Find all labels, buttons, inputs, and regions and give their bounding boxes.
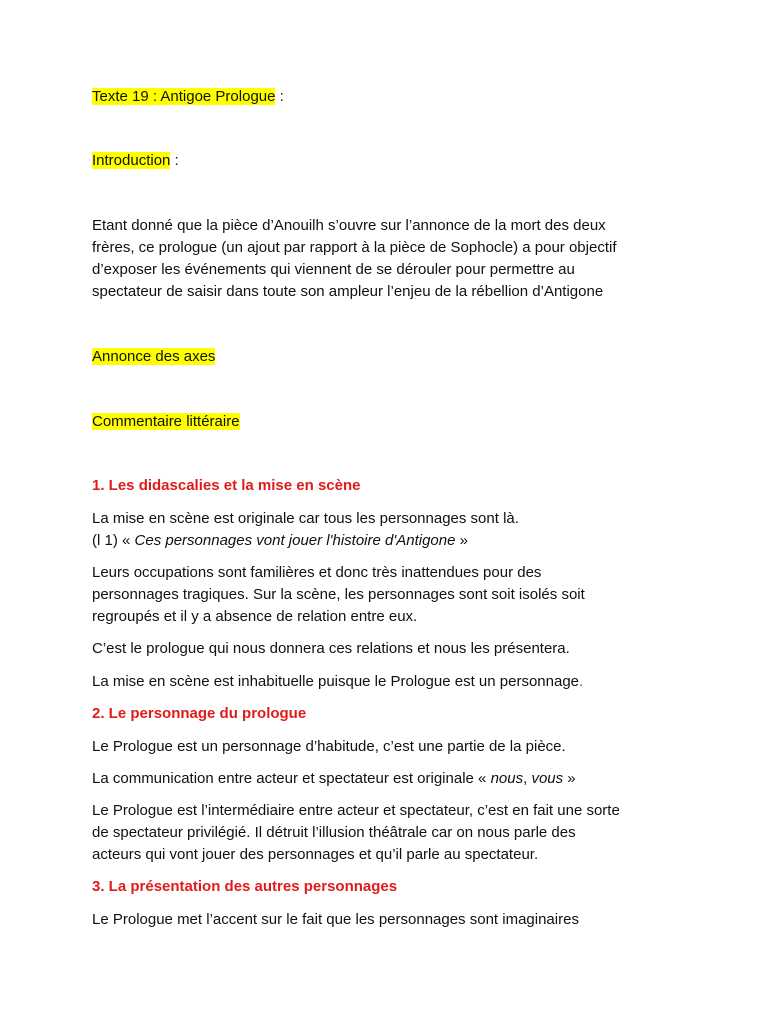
commentary-highlight: Commentaire littéraire — [92, 413, 240, 430]
section-2-p1: Le Prologue est un personnage d’habitude, c’est une partie de la pièce. — [92, 738, 566, 755]
axes-highlight: Annonce des axes — [92, 348, 216, 365]
section-3-heading: 3. La présentation des autres personnages — [92, 878, 398, 895]
intro-line-4: spectateur de saisir dans toute son ampleur l’enjeu de la rébellion d’Antigone — [92, 283, 604, 300]
section-1-p4-end: . — [579, 673, 584, 690]
section-2-p3-line3: acteurs qui vont jouer des personnages et qu’il parle au spectateur. — [92, 846, 539, 863]
section-2-p2 — [92, 768, 576, 790]
section-3-p1: Le Prologue met l’accent sur le fait que les personnages sont imaginaires — [92, 911, 579, 928]
section-1-p3: C’est le prologue qui nous donnera ces relations et nous les présentera. — [92, 640, 570, 657]
section-1-p2-line3: regroupés et il y a absence de relation entre eux. — [92, 608, 418, 625]
introduction-highlight: Introduction — [92, 152, 171, 169]
section-1-p2-line1: Leurs occupations sont familières et donc très inattendues pour des — [92, 564, 542, 581]
section-2-heading: 2. Le personnage du prologue — [92, 705, 307, 722]
intro-line-1: Etant donné que la pièce d’Anouilh s’ouvre sur l’annonce de la mort des deux — [92, 217, 606, 234]
section-1-p4 — [92, 671, 583, 693]
section-2-p3-line1: Le Prologue est l’intermédiaire entre acteur et spectateur, c’est en fait une sorte — [92, 802, 620, 819]
section-2-p2-prefix: La communication entre acteur et spectateur est originale « — [92, 770, 491, 787]
introduction-suffix: : — [170, 152, 179, 169]
axes-heading — [92, 346, 215, 368]
document-title — [92, 86, 284, 108]
citation-quote: Ces personnages vont jouer l'histoire d'Antigone — [134, 532, 456, 549]
section-1-p1-line2 — [92, 530, 468, 552]
section-2-p2-sep: , — [523, 770, 532, 787]
intro-line-2: frères, ce prologue (un ajout par rapport à la pièce de Sophocle) a pour objectif — [92, 239, 617, 256]
section-2-p2-word2: vous — [531, 770, 564, 787]
citation-suffix: » — [455, 532, 468, 549]
section-1-p1-line1: La mise en scène est originale car tous les personnages sont là. — [92, 510, 519, 527]
section-1-p2-line2: personnages tragiques. Sur la scène, les personnages sont soit isolés soit — [92, 586, 585, 603]
citation-prefix: (l 1) « — [92, 532, 135, 549]
section-2-p2-suffix: » — [563, 770, 576, 787]
title-suffix: : — [275, 88, 284, 105]
section-2-p2-word1: nous — [490, 770, 524, 787]
section-1-p4-text: La mise en scène est inhabituelle puisque le Prologue est un personnage — [92, 673, 580, 690]
title-highlight: Texte 19 : Antigoe Prologue — [92, 88, 276, 105]
introduction-heading — [92, 150, 179, 172]
section-2-p3-line2: de spectateur privilégié. Il détruit l’illusion théâtrale car on nous parle des — [92, 824, 576, 841]
section-1-heading: 1. Les didascalies et la mise en scène — [92, 477, 361, 494]
intro-line-3: d’exposer les événements qui viennent de se dérouler pour permettre au — [92, 261, 575, 278]
commentary-heading — [92, 411, 240, 433]
